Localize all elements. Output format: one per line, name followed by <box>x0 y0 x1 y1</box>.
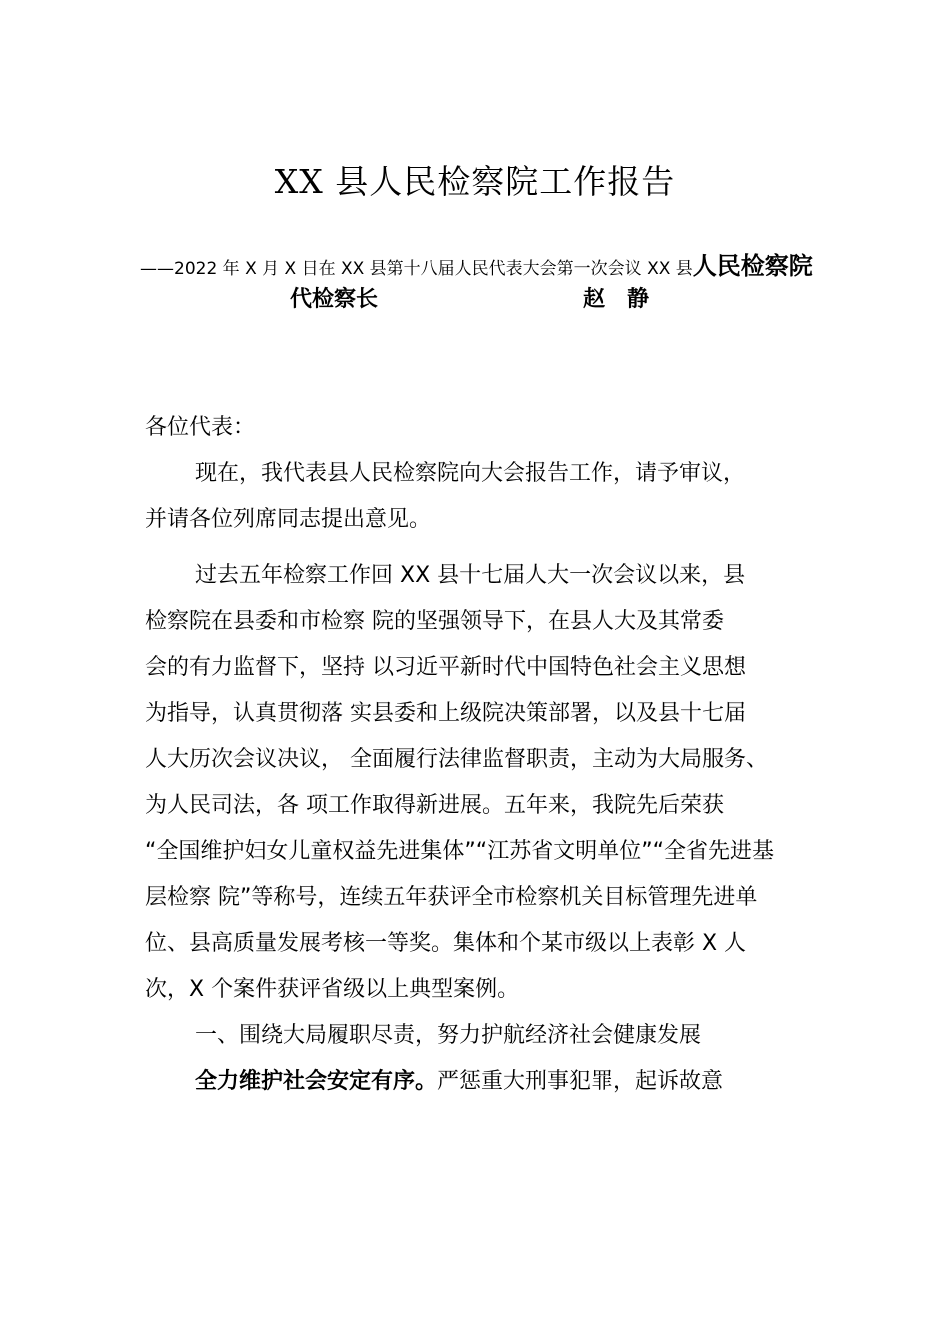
paragraph-line: “全国维护妇女儿童权益先进集体”“江苏省文明单位”“全省先进基 <box>145 839 774 864</box>
intro-paragraph <box>145 451 835 543</box>
section-one-text: 严惩重大刑事犯罪，起诉故意 <box>437 1069 724 1094</box>
paragraph-line: 次，X 个案件获评省级以上典型案例。 <box>145 977 520 1002</box>
paragraph-line: 层检察 院”等称号，连续五年获评全市检察机关目标管理先进单 <box>145 885 758 910</box>
section-one-lead: 全力维护社会安定有序。 <box>195 1069 438 1094</box>
document-subtitle <box>140 252 820 283</box>
paragraph-one <box>145 553 835 1105</box>
section-one-heading: 一、围绕大局履职尽责，努力护航经济社会健康发展 <box>195 1023 702 1048</box>
salutation-block <box>145 405 835 451</box>
document-title: XX 县人民检察院工作报告 <box>274 162 676 201</box>
subtitle-emphasis: 人民检察院 <box>692 252 813 280</box>
intro-line: 并请各位列席同志提出意见。 <box>145 507 432 532</box>
paragraph-line: 人大历次会议决议， 全面履行法律监督职责，主动为大局服务、 <box>145 747 768 772</box>
intro-line: 现在，我代表县人民检察院向大会报告工作，请予审议， <box>195 461 746 486</box>
reporter-role: 代检察长 <box>290 287 379 312</box>
section-one-paragraph <box>145 1059 835 1105</box>
reporter-name: 赵静 <box>583 287 672 312</box>
paragraph-line: 过去五年检察工作回 XX 县十七届人大一次会议以来，县 <box>195 563 746 588</box>
salutation: 各位代表： <box>145 415 256 440</box>
paragraph-line: 会的有力监督下，坚持 以习近平新时代中国特色社会主义思想 <box>145 655 746 680</box>
paragraph-line: 为人民司法，各 项工作取得新进展。五年来，我院先后荣获 <box>145 793 724 818</box>
subtitle-prefix: ——2022 年 X 月 X 日在 XX 县第十八届人民代表大会第一次会议 XX 县 <box>140 259 693 279</box>
paragraph-line: 位、县高质量发展考核一等奖。集体和个某市级以上表彰 X 人 <box>145 931 747 956</box>
paragraph-line: 检察院在县委和市检察 院的坚强领导下，在县人大及其常委 <box>145 609 724 634</box>
paragraph-line: 为指导，认真贯彻落 实县委和上级院决策部署，以及县十七届 <box>145 701 746 726</box>
